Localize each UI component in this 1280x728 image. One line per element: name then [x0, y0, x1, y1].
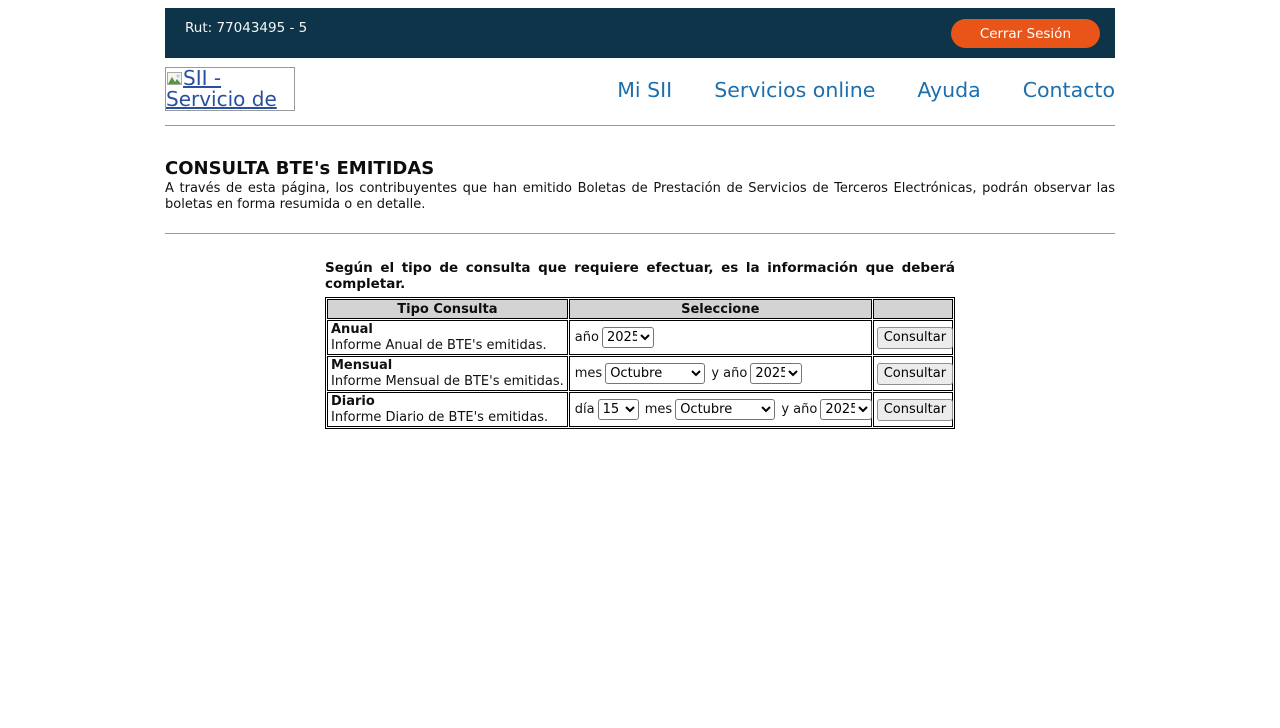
logout-button[interactable]: Cerrar Sesión — [951, 19, 1100, 48]
mensual-year-label: y año — [711, 366, 748, 381]
mensual-consultar-button[interactable]: Consultar — [877, 363, 953, 385]
page-title: CONSULTA BTE's EMITIDAS — [165, 158, 435, 179]
mensual-tipo-cell — [327, 356, 568, 391]
section-divider — [165, 233, 1115, 234]
page-container — [165, 8, 1115, 429]
mensual-label: Mensual — [331, 358, 393, 373]
mensual-select-cell — [569, 356, 872, 391]
header-divider — [165, 125, 1115, 126]
table-row-diario — [327, 392, 953, 427]
diario-action-cell — [873, 392, 953, 427]
consulta-section — [325, 261, 955, 429]
diario-year-select[interactable] — [820, 399, 872, 420]
anual-label: Anual — [331, 322, 373, 337]
mensual-action-cell — [873, 356, 953, 391]
diario-year-label: y año — [781, 402, 818, 417]
diario-day-select[interactable] — [598, 399, 639, 420]
anual-year-select[interactable] — [602, 327, 654, 348]
header-seleccione: Seleccione — [569, 299, 872, 319]
nav-item-mi-sii[interactable]: Mi SII — [617, 78, 673, 102]
nav-item-ayuda[interactable]: Ayuda — [917, 78, 981, 102]
header-accion — [873, 299, 953, 319]
nav-item-contacto[interactable]: Contacto — [1022, 78, 1115, 102]
mensual-month-label: mes — [574, 366, 603, 381]
anual-action-cell — [873, 320, 953, 355]
mensual-year-select[interactable] — [750, 363, 802, 384]
table-row-mensual — [327, 356, 953, 391]
diario-consultar-button[interactable]: Consultar — [877, 399, 953, 421]
sii-logo-link[interactable] — [165, 67, 295, 111]
mensual-month-select[interactable] — [605, 363, 705, 384]
table-header-row — [327, 299, 953, 319]
table-row-anual — [327, 320, 953, 355]
diario-select-cell — [569, 392, 872, 427]
diario-month-label: mes — [644, 402, 673, 417]
header-tipo-consulta: Tipo Consulta — [327, 299, 568, 319]
main-nav — [617, 78, 1115, 102]
diario-month-select[interactable] — [675, 399, 775, 420]
nav-item-servicios-online[interactable]: Servicios online — [714, 78, 876, 102]
broken-image-icon — [167, 72, 182, 85]
diario-description: Informe Diario de BTE's emitidas. — [331, 409, 549, 425]
mensual-description: Informe Mensual de BTE's emitidas. — [331, 373, 564, 389]
diario-tipo-cell — [327, 392, 568, 427]
anual-description: Informe Anual de BTE's emitidas. — [331, 337, 547, 353]
anual-year-label: año — [574, 330, 599, 345]
instruction-text: Según el tipo de consulta que requiere efectuar, es la información que deberá completar. — [325, 260, 955, 292]
page-description: A través de esta página, los contribuyentes que han emitido Boletas de Prestación de Servicios de Terceros Electrónicas, podrán observar las boletas en forma resumida o en detalle. — [165, 181, 1115, 212]
rut-label: Rut: 77043495 - 5 — [185, 20, 308, 36]
anual-tipo-cell — [327, 320, 568, 355]
consulta-table — [325, 297, 955, 429]
diario-day-label: día — [574, 402, 595, 417]
broken-image-alt-text: SII - Servicio de — [166, 67, 277, 111]
header-row — [165, 67, 1115, 113]
anual-select-cell — [569, 320, 872, 355]
session-topbar — [165, 8, 1115, 58]
anual-consultar-button[interactable]: Consultar — [877, 327, 953, 349]
diario-label: Diario — [331, 394, 375, 409]
